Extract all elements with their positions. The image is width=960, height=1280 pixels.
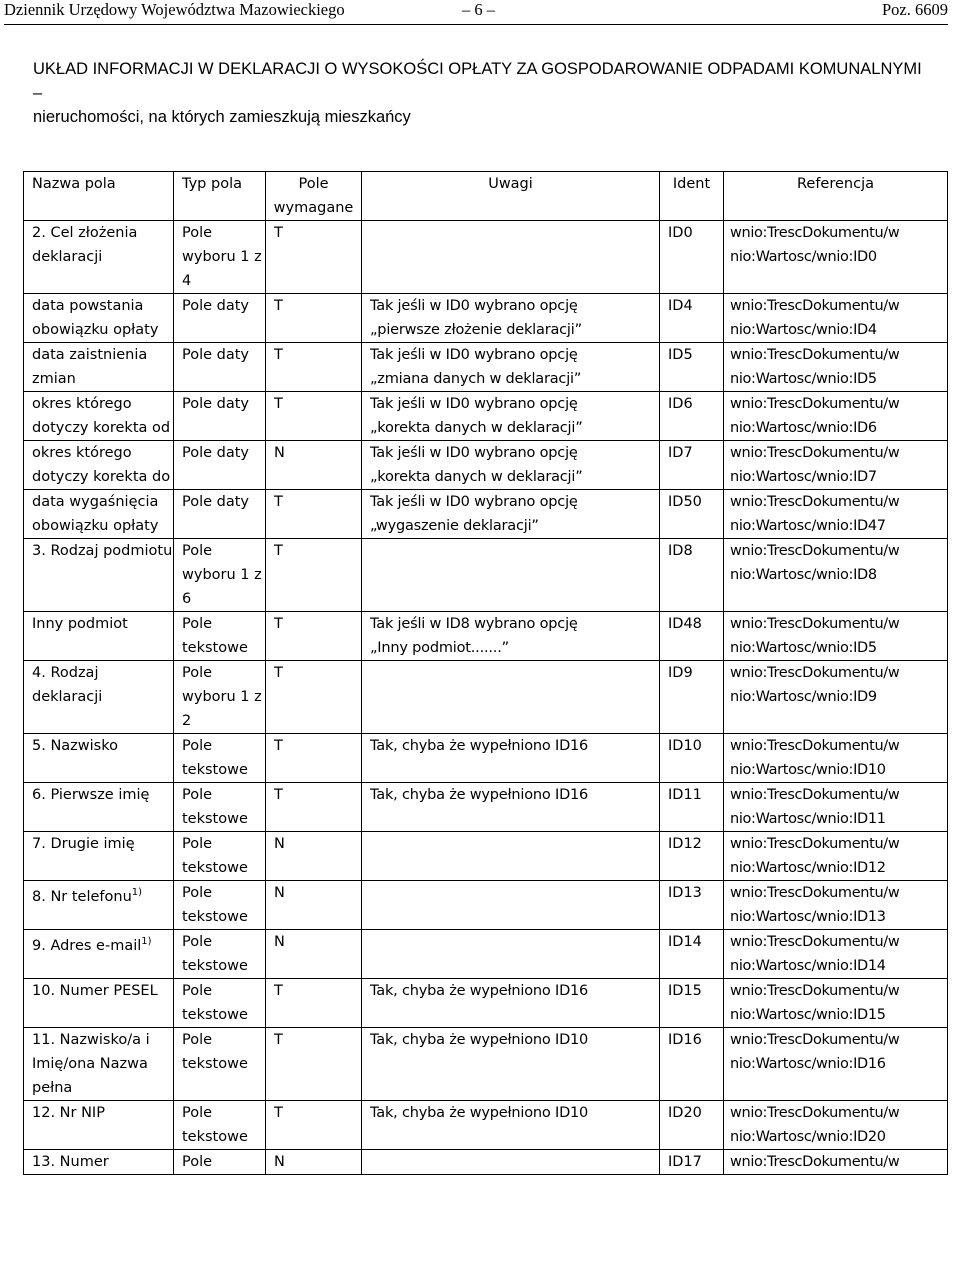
field-type: Pole daty [182,494,250,510]
required-flag-cell [266,832,362,881]
reference-cell [724,1101,948,1150]
notes: Tak jeśli w ID0 wybrano opcję „zmiana danych w deklaracji” [370,347,582,387]
notes-cell [362,979,660,1028]
required-flag-cell [266,294,362,343]
reference-cell [724,881,948,930]
reference-cell [724,441,948,490]
required-flag: N [274,445,285,461]
field-name: 11. Nazwisko/a i Imię/ona Nazwa pełna [32,1032,150,1096]
table-row [24,661,948,734]
required-flag: T [274,543,283,559]
notes-cell [362,661,660,734]
table-row [24,392,948,441]
ident-cell [660,881,724,930]
reference: wnio:TrescDokumentu/w nio:Wartosc/wnio:ID5 [730,347,900,387]
ident-cell [660,221,724,294]
ident-cell [660,783,724,832]
required-flag-cell [266,441,362,490]
field-name-cell [24,490,174,539]
ident-cell [660,832,724,881]
footnote-marker: 1) [131,887,143,898]
required-flag: N [274,1154,285,1170]
reference-cell [724,392,948,441]
required-flag: T [274,787,283,803]
notes: Tak jeśli w ID0 wybrano opcję „wygaszenie deklaracji” [370,494,578,534]
field-name-cell [24,343,174,392]
ident: ID50 [668,494,702,510]
reference: wnio:TrescDokumentu/w nio:Wartosc/wnio:ID11 [730,787,900,827]
header-required: Pole wymagane [266,172,362,221]
reference: wnio:TrescDokumentu/w nio:Wartosc/wnio:ID5 [730,616,900,656]
field-name: 12. Nr NIP [32,1105,105,1121]
field-name-cell [24,539,174,612]
reference: wnio:TrescDokumentu/w nio:Wartosc/wnio:ID20 [730,1105,900,1145]
reference: wnio:TrescDokumentu/w nio:Wartosc/wnio:ID14 [730,934,900,974]
field-type-cell [174,1101,266,1150]
field-name-cell [24,881,174,930]
ident: ID48 [668,616,702,632]
required-flag: T [274,396,283,412]
field-type: Pole [182,1154,213,1170]
field-type: Pole tekstowe [182,738,248,778]
table-body [24,221,948,1175]
title-line-2: nieruchomości, na których zamieszkują mieszkańcy [33,108,411,126]
field-name: data zaistnienia zmian [32,347,148,387]
required-flag-cell [266,539,362,612]
field-name-cell [24,1101,174,1150]
ident-cell [660,734,724,783]
required-flag: T [274,616,283,632]
title-line-1: UKŁAD INFORMACJI W DEKLARACJI O WYSOKOŚCI OPŁATY ZA GOSPODAROWANIE ODPADAMI KOMUNALNYMI – [33,60,922,102]
field-name: okres którego dotyczy korekta do [32,445,171,485]
field-name-cell [24,612,174,661]
table-row [24,783,948,832]
header-ident: Ident [660,172,724,221]
notes-cell [362,930,660,979]
reference-cell [724,612,948,661]
ident-cell [660,1150,724,1175]
required-flag-cell [266,783,362,832]
field-type-cell [174,661,266,734]
field-name: data powstania obowiązku opłaty [32,298,159,338]
notes-cell [362,294,660,343]
field-name-cell [24,441,174,490]
field-type-cell [174,441,266,490]
ident-cell [660,612,724,661]
field-name: 3. Rodzaj podmiotu [32,543,173,559]
field-name-cell [24,1150,174,1175]
header-notes: Uwagi [362,172,660,221]
required-flag-cell [266,221,362,294]
field-type-cell [174,734,266,783]
notes: Tak, chyba że wypełniono ID16 [370,787,589,803]
header-field-name: Nazwa pola [24,172,174,221]
notes-cell [362,441,660,490]
field-type: Pole daty [182,396,250,412]
reference: wnio:TrescDokumentu/w nio:Wartosc/wnio:ID16 [730,1032,900,1072]
ident: ID8 [668,543,693,559]
notes-cell [362,343,660,392]
reference: wnio:TrescDokumentu/w nio:Wartosc/wnio:ID10 [730,738,900,778]
notes-cell [362,392,660,441]
field-type-cell [174,832,266,881]
ident: ID9 [668,665,693,681]
field-type-cell [174,392,266,441]
table-row [24,930,948,979]
field-type-cell [174,1028,266,1101]
required-flag-cell [266,661,362,734]
notes: Tak, chyba że wypełniono ID10 [370,1105,589,1121]
required-flag-cell [266,392,362,441]
field-name-cell [24,930,174,979]
notes: Tak jeśli w ID0 wybrano opcję „korekta danych w deklaracji” [370,445,583,485]
field-type: Pole tekstowe [182,1032,248,1072]
notes-cell [362,734,660,783]
reference: wnio:TrescDokumentu/w nio:Wartosc/wnio:ID8 [730,543,900,583]
ident-cell [660,1028,724,1101]
required-flag: N [274,934,285,950]
ident: ID5 [668,347,693,363]
reference-cell [724,343,948,392]
ident: ID4 [668,298,693,314]
table-row [24,612,948,661]
ident: ID10 [668,738,702,754]
required-flag: T [274,225,283,241]
required-flag-cell [266,490,362,539]
table-row [24,734,948,783]
field-name-cell [24,661,174,734]
notes-cell [362,539,660,612]
field-type-cell [174,221,266,294]
field-name: 6. Pierwsze imię [32,787,150,803]
reference: wnio:TrescDokumentu/w nio:Wartosc/wnio:ID9 [730,665,900,705]
notes-cell [362,1101,660,1150]
reference: wnio:TrescDokumentu/w nio:Wartosc/wnio:ID13 [730,885,900,925]
reference-cell [724,832,948,881]
field-type-cell [174,783,266,832]
ident-cell [660,343,724,392]
ident-cell [660,661,724,734]
position-number: Poz. 6609 [882,0,948,19]
ident: ID13 [668,885,702,901]
field-type-cell [174,930,266,979]
required-flag: N [274,885,285,901]
field-type-cell [174,294,266,343]
field-type: Pole tekstowe [182,983,248,1023]
reference: wnio:TrescDokumentu/w nio:Wartosc/wnio:ID47 [730,494,900,534]
table-row [24,1028,948,1101]
reference-cell [724,979,948,1028]
notes-cell [362,1028,660,1101]
reference-cell [724,734,948,783]
required-flag-cell [266,734,362,783]
reference: wnio:TrescDokumentu/w nio:Wartosc/wnio:ID7 [730,445,900,485]
reference-cell [724,221,948,294]
notes: Tak jeśli w ID0 wybrano opcję „pierwsze złożenie deklaracji” [370,298,582,338]
required-flag: T [274,1032,283,1048]
field-name: data wygaśnięcia obowiązku opłaty [32,494,159,534]
ident: ID0 [668,225,693,241]
table-row [24,881,948,930]
ident-cell [660,294,724,343]
field-type: Pole daty [182,347,250,363]
required-flag: T [274,983,283,999]
required-flag-cell [266,1028,362,1101]
required-flag: T [274,347,283,363]
ident: ID20 [668,1105,702,1121]
field-name: 4. Rodzaj deklaracji [32,665,103,705]
ident: ID16 [668,1032,702,1048]
footnote-marker: 1) [141,936,152,947]
field-name-cell [24,1028,174,1101]
field-type: Pole tekstowe [182,1105,248,1145]
field-name: okres którego dotyczy korekta od [32,396,171,436]
ident-cell [660,539,724,612]
field-name-cell [24,294,174,343]
table-row [24,1150,948,1175]
field-name: 2. Cel złożenia deklaracji [32,225,138,265]
notes: Tak, chyba że wypełniono ID10 [370,1032,589,1048]
table-row [24,539,948,612]
field-name-cell [24,221,174,294]
journal-name: Dziennik Urzędowy Województwa Mazowieckiego [4,0,345,19]
table-row [24,221,948,294]
field-type-cell [174,881,266,930]
reference-cell [724,539,948,612]
table-row [24,979,948,1028]
required-flag-cell [266,1150,362,1175]
required-flag: T [274,494,283,510]
field-name: 8. Nr telefonu [32,888,132,905]
field-type: Pole tekstowe [182,885,248,925]
field-type-cell [174,612,266,661]
table-row [24,832,948,881]
reference-cell [724,661,948,734]
document-title [33,57,933,129]
field-name: Inny podmiot [32,616,128,632]
notes: Tak, chyba że wypełniono ID16 [370,983,589,999]
notes-cell [362,783,660,832]
notes-cell [362,221,660,294]
reference: wnio:TrescDokumentu/w nio:Wartosc/wnio:ID6 [730,396,900,436]
field-type: Pole tekstowe [182,787,248,827]
field-name: 13. Numer [32,1154,109,1170]
ident: ID11 [668,787,702,803]
page-header [4,0,948,25]
header-reference: Referencja [724,172,948,221]
ident-cell [660,490,724,539]
required-flag: T [274,665,283,681]
ident: ID12 [668,836,702,852]
field-name: 7. Drugie imię [32,836,135,852]
ident: ID7 [668,445,693,461]
table-header-row [24,172,948,221]
field-type: Pole wyboru 1 z 4 [182,225,262,289]
table-row [24,490,948,539]
field-type: Pole tekstowe [182,934,248,974]
ident-cell [660,441,724,490]
required-flag-cell [266,881,362,930]
table-row [24,1101,948,1150]
field-type: Pole tekstowe [182,616,248,656]
ident: ID17 [668,1154,702,1170]
field-type-cell [174,343,266,392]
page-number: – 6 – [462,0,495,19]
table-row [24,294,948,343]
field-name: 5. Nazwisko [32,738,118,754]
reference-cell [724,783,948,832]
notes-cell [362,1150,660,1175]
field-name: 10. Numer PESEL [32,983,158,999]
required-flag-cell [266,1101,362,1150]
reference: wnio:TrescDokumentu/w nio:Wartosc/wnio:ID0 [730,225,900,265]
ident: ID14 [668,934,702,950]
required-flag-cell [266,612,362,661]
field-name: 9. Adres e-mail [32,937,142,954]
table-row [24,441,948,490]
required-flag: T [274,298,283,314]
reference: wnio:TrescDokumentu/w nio:Wartosc/wnio:ID12 [730,836,900,876]
ident-cell [660,1101,724,1150]
reference: wnio:TrescDokumentu/w nio:Wartosc/wnio:ID15 [730,983,900,1023]
table-row [24,343,948,392]
ident-cell [660,979,724,1028]
field-type: Pole wyboru 1 z 2 [182,665,262,729]
field-type: Pole daty [182,445,250,461]
field-name-cell [24,392,174,441]
reference: wnio:TrescDokumentu/w [730,1154,900,1170]
declaration-fields-table [23,171,948,1175]
notes: Tak jeśli w ID0 wybrano opcję „korekta danych w deklaracji” [370,396,583,436]
notes-cell [362,490,660,539]
field-type-cell [174,979,266,1028]
notes: Tak, chyba że wypełniono ID16 [370,738,589,754]
required-flag: N [274,836,285,852]
required-flag: T [274,1105,283,1121]
field-type: Pole daty [182,298,250,314]
field-type-cell [174,490,266,539]
notes-cell [362,881,660,930]
field-type-cell [174,1150,266,1175]
field-name-cell [24,783,174,832]
field-name-cell [24,979,174,1028]
ident-cell [660,930,724,979]
notes-cell [362,612,660,661]
ident: ID15 [668,983,702,999]
header-field-type: Typ pola [174,172,266,221]
field-type: Pole tekstowe [182,836,248,876]
required-flag: T [274,738,283,754]
field-type-cell [174,539,266,612]
field-name-cell [24,832,174,881]
reference: wnio:TrescDokumentu/w nio:Wartosc/wnio:ID4 [730,298,900,338]
field-type: Pole wyboru 1 z 6 [182,543,262,607]
ident: ID6 [668,396,693,412]
reference-cell [724,1150,948,1175]
notes: Tak jeśli w ID8 wybrano opcję „Inny podmiot.......” [370,616,578,656]
required-flag-cell [266,930,362,979]
field-name-cell [24,734,174,783]
reference-cell [724,294,948,343]
reference-cell [724,930,948,979]
required-flag-cell [266,979,362,1028]
notes-cell [362,832,660,881]
reference-cell [724,490,948,539]
ident-cell [660,392,724,441]
required-flag-cell [266,343,362,392]
reference-cell [724,1028,948,1101]
